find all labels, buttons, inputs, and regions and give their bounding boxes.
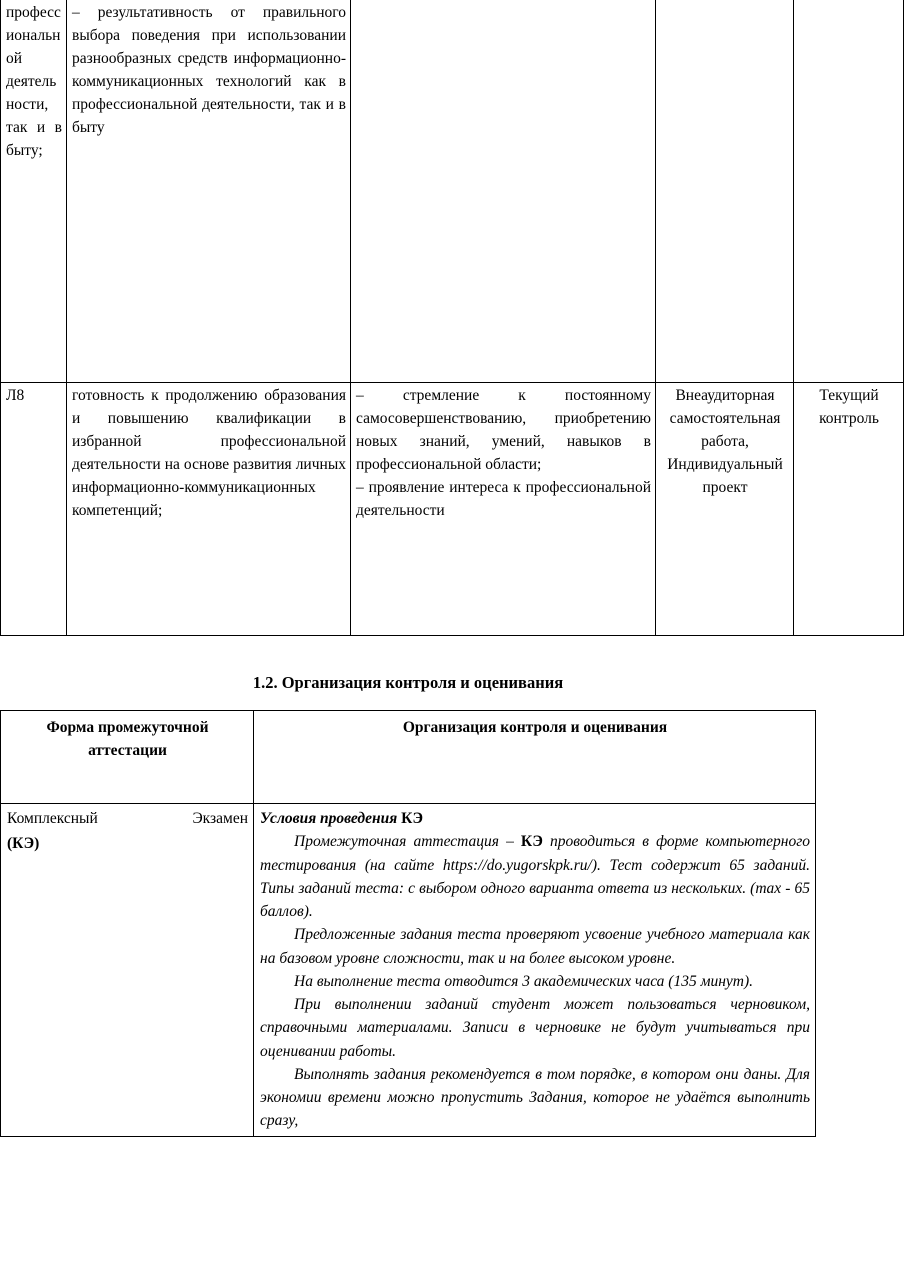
conditions-paragraph [260, 970, 810, 993]
paragraph-text-bold: КЭ [520, 833, 543, 851]
competency-description-cell: готовность к продолжению образования и повышению квалификации в избранной профессиональной деятельности на основе развития личных информационно-коммуникационных компетенций; [67, 383, 351, 636]
paragraph-text-pre: Предложенные задания теста проверяют усвоение учебного материала как на базовом уровне сложности, так и на более высоком уровне. [260, 926, 810, 967]
competency-code-cell: Л8 [1, 383, 67, 636]
exam-form-cell [1, 804, 254, 1137]
competency-table [0, 0, 904, 636]
conditions-title [260, 807, 810, 830]
conditions-paragraph [260, 1063, 810, 1133]
control-organization-table [0, 710, 816, 1137]
competency-criteria-cell [351, 0, 656, 383]
table-row [1, 383, 904, 636]
exam-form-name: Комплексный Экзамен [7, 810, 248, 827]
section-heading: 1.2. Организация контроля и оценивания [252, 673, 564, 692]
competency-criteria-cell [351, 383, 656, 636]
column-header-form: Форма промежуточной аттестации [1, 711, 254, 804]
conditions-title-ke: КЭ [401, 810, 424, 827]
competency-form-cell [656, 0, 794, 383]
conditions-paragraph [260, 993, 810, 1063]
paragraph-text-pre: Промежуточная аттестация – [294, 833, 521, 851]
competency-control-cell: Текущий контроль [794, 383, 904, 636]
exam-form-code: (КЭ) [7, 835, 40, 853]
criteria-line-1: – стремление к постоянному самосовершенствованию, приобретению новых знаний, умений, навыков в профессиональной области; [356, 387, 651, 473]
competency-form-cell: Внеаудиторная самостоятельная работа, Индивидуальный проект [656, 383, 794, 636]
conditions-paragraph [260, 923, 810, 970]
column-header-organization: Организация контроля и оценивания [254, 711, 816, 804]
exam-conditions-cell [254, 804, 816, 1137]
conditions-paragraph [260, 830, 810, 923]
table-header-row [1, 711, 816, 804]
paragraph-text-pre: Выполнять задания рекомендуется в том порядке, в котором они даны. Для экономии времени можно пропустить Задания, которое не удаётся выполнить сразу, [260, 1065, 810, 1130]
conditions-title-text: Условия проведения [260, 810, 402, 827]
paragraph-text-pre: При выполнении заданий студент может пользоваться черновиком, справочными материалами. Записи в черновике не будут учитываться при оценивании работы. [260, 996, 810, 1060]
table-row [1, 804, 816, 1137]
table-row [1, 0, 904, 383]
paragraph-text-pre: На выполнение теста отводится 3 академических часа (135 минут). [294, 972, 754, 990]
competency-code-cell: профессиональной деятельности, так и в быту; [1, 0, 67, 383]
competency-description-cell: – результативность от правильного выбора поведения при использовании разнообразных средств информационно-коммуникационных технологий как в профессиональной деятельности, так и в быту [67, 0, 351, 383]
paragraph-text-post: проводиться в форме компьютерного тестирования (на сайте https://do.yugorskpk.ru/). Тест содержит 65 заданий. Типы заданий теста: с выбором одного варианта ответа из нескольких. (max - 65 баллов). [260, 833, 810, 920]
criteria-line-2: – проявление интереса к профессиональной деятельности [356, 478, 651, 519]
competency-control-cell [794, 0, 904, 383]
